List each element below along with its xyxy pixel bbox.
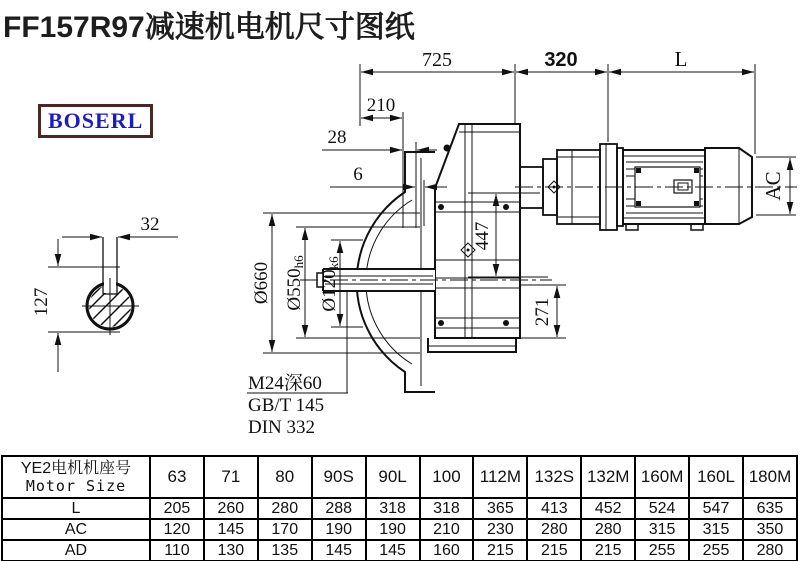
dim-spigot-dia-label: Ø550h6 bbox=[284, 255, 306, 311]
dimension-value-cell: 280 bbox=[258, 498, 312, 519]
dimension-value-cell: 365 bbox=[473, 498, 527, 519]
dimension-row-label: L bbox=[2, 498, 150, 519]
dim-bore-dia-label: Ø120k6 bbox=[319, 256, 341, 312]
dim-ac-label: AC bbox=[761, 171, 785, 201]
centerlines bbox=[300, 187, 797, 280]
thread-note-line1: M24深60 bbox=[248, 373, 322, 394]
dimension-value-cell: 215 bbox=[473, 540, 527, 561]
dimension-value-cell: 413 bbox=[527, 498, 581, 519]
frame-size-column-header: 90S bbox=[312, 456, 366, 498]
dimension-value-cell: 280 bbox=[581, 519, 635, 540]
dim-6-label: 6 bbox=[353, 164, 363, 185]
thread-note-line3: DIN 332 bbox=[248, 417, 316, 438]
frame-size-column-header: 132M bbox=[581, 456, 635, 498]
dimension-value-cell: 350 bbox=[743, 519, 797, 540]
dimension-value-cell: 255 bbox=[635, 540, 689, 561]
dimension-value-cell: 635 bbox=[743, 498, 797, 519]
dimension-value-cell: 280 bbox=[743, 540, 797, 561]
dimension-value-cell: 318 bbox=[366, 498, 420, 519]
dimension-value-cell: 315 bbox=[635, 519, 689, 540]
dimension-value-cell: 318 bbox=[420, 498, 474, 519]
motor-size-table bbox=[1, 455, 798, 561]
dimension-value-cell: 547 bbox=[689, 498, 743, 519]
page-title: FF157R97减速机电机尺寸图纸 bbox=[3, 11, 415, 44]
dim-flange-dia-label: Ø660 bbox=[251, 261, 272, 305]
dimension-value-cell: 452 bbox=[581, 498, 635, 519]
dimension-value-cell: 190 bbox=[366, 519, 420, 540]
top-dimension-chain bbox=[360, 64, 755, 154]
motor bbox=[617, 148, 752, 230]
frame-size-column-header: 112M bbox=[473, 456, 527, 498]
dimension-value-cell: 130 bbox=[204, 540, 258, 561]
dim-key-width-label: 32 bbox=[140, 214, 160, 235]
dimension-row-label: AC bbox=[2, 519, 150, 540]
table-row bbox=[2, 498, 797, 519]
dimension-value-cell: 315 bbox=[689, 519, 743, 540]
dimension-row-label: AD bbox=[2, 540, 150, 561]
frame-size-column-header: 132S bbox=[527, 456, 581, 498]
dim-total-width-label: 725 bbox=[422, 49, 452, 71]
thread-note-line2: GB/T 145 bbox=[248, 395, 325, 416]
dim-447-label: 447 bbox=[472, 221, 493, 251]
dimension-value-cell: 120 bbox=[150, 519, 204, 540]
dimension-value-cell: 280 bbox=[527, 519, 581, 540]
dim-210-label: 210 bbox=[366, 95, 396, 116]
dim-28-label: 28 bbox=[327, 127, 347, 148]
dimension-value-cell: 205 bbox=[150, 498, 204, 519]
frame-size-column-header: 71 bbox=[204, 456, 258, 498]
dimension-value-cell: 255 bbox=[689, 540, 743, 561]
dimension-value-cell: 215 bbox=[581, 540, 635, 561]
dimension-value-cell: 215 bbox=[527, 540, 581, 561]
vertical-dimensions bbox=[263, 157, 796, 353]
dimension-value-cell: 145 bbox=[312, 540, 366, 561]
frame-size-column-header: 160L bbox=[689, 456, 743, 498]
brand-logo-text: BOSERL bbox=[48, 108, 144, 133]
frame-size-column-header: 80 bbox=[258, 456, 312, 498]
dimension-drawing bbox=[0, 40, 800, 450]
dimension-value-cell: 190 bbox=[312, 519, 366, 540]
frame-size-column-header: 63 bbox=[150, 456, 204, 498]
dim-motor-length-label: L bbox=[674, 47, 688, 71]
dimension-value-cell: 135 bbox=[258, 540, 312, 561]
table-row bbox=[2, 540, 797, 561]
dimension-value-cell: 524 bbox=[635, 498, 689, 519]
dim-271-label: 271 bbox=[532, 297, 553, 327]
dimension-value-cell: 260 bbox=[204, 498, 258, 519]
frame-size-column-header: 90L bbox=[366, 456, 420, 498]
table-row bbox=[2, 519, 797, 540]
dimension-value-cell: 145 bbox=[204, 519, 258, 540]
dimension-value-cell: 170 bbox=[258, 519, 312, 540]
dimension-value-cell: 160 bbox=[420, 540, 474, 561]
dimension-value-cell: 210 bbox=[420, 519, 474, 540]
dimension-value-cell: 110 bbox=[150, 540, 204, 561]
dimension-value-cell: 288 bbox=[312, 498, 366, 519]
dim-input-length-label: 320 bbox=[544, 49, 578, 71]
motor-size-header: YE2电机机座号 Motor Size bbox=[2, 456, 150, 498]
shaft-end-view bbox=[48, 237, 178, 372]
dim-127-label: 127 bbox=[31, 287, 52, 317]
frame-size-column-header: 180M bbox=[743, 456, 797, 498]
frame-size-column-header: 160M bbox=[635, 456, 689, 498]
dimension-value-cell: 230 bbox=[473, 519, 527, 540]
frame-size-column-header: 100 bbox=[420, 456, 474, 498]
dimension-value-cell: 145 bbox=[366, 540, 420, 561]
